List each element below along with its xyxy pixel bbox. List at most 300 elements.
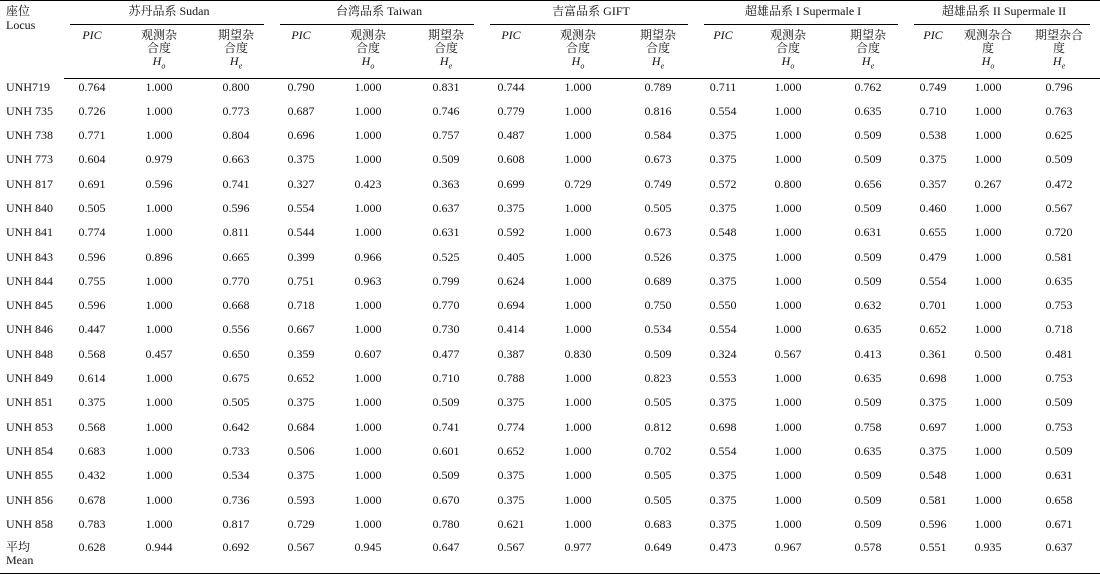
- value-cell: 0.771: [78, 128, 106, 143]
- table-row: [0, 419, 1100, 443]
- value-cell: 0.736: [222, 492, 250, 507]
- value-cell: 0.966: [354, 249, 382, 264]
- value-cell: 0.506: [287, 443, 315, 458]
- pic-header: [908, 26, 958, 79]
- value-cell: 0.505: [644, 492, 672, 507]
- value-cell: 0.505: [644, 395, 672, 410]
- value-cell: 0.363: [432, 176, 460, 191]
- value-cell: 0.567: [774, 346, 802, 361]
- value-cell: 0.668: [222, 298, 250, 313]
- value-cell: 1.000: [145, 322, 173, 337]
- table-row: [0, 200, 1100, 224]
- value-cell: 0.509: [854, 395, 882, 410]
- value-cell: 0.670: [432, 492, 460, 507]
- value-cell: 0.744: [497, 80, 525, 94]
- ho-label-line1: 观测杂: [350, 27, 387, 42]
- pic-label: PIC: [501, 27, 521, 42]
- ho-label-line2: 合度: [776, 40, 801, 55]
- value-cell: 1.000: [145, 200, 173, 215]
- value-cell: 1.000: [974, 516, 1002, 531]
- value-cell: 0.741: [222, 176, 250, 191]
- value-cell: 0.509: [854, 273, 882, 288]
- mean-value-cell: 0.649: [618, 540, 698, 573]
- value-cell: 1.000: [974, 419, 1002, 434]
- group-header-sudan: [64, 1, 274, 26]
- pic-label: PIC: [82, 27, 102, 42]
- locus-cell: UNH 840: [6, 200, 53, 215]
- ho-subscript: o: [161, 60, 166, 70]
- value-cell: 0.773: [222, 103, 250, 118]
- locus-cell: UNH 846: [6, 322, 53, 337]
- subheader-row: [0, 26, 1100, 79]
- value-cell: 0.375: [709, 492, 737, 507]
- value-cell: 0.596: [919, 516, 947, 531]
- mean-label-en: Mean: [6, 553, 34, 568]
- value-cell: 0.667: [287, 322, 315, 337]
- he-subscript: e: [1061, 60, 1066, 70]
- value-cell: 0.509: [854, 128, 882, 143]
- value-cell: 0.472: [1045, 176, 1073, 191]
- value-cell: 0.548: [919, 468, 947, 483]
- value-cell: 0.596: [222, 200, 250, 215]
- locus-cell: UNH 738: [6, 128, 53, 143]
- ho-subscript: o: [990, 60, 995, 70]
- value-cell: 0.804: [222, 128, 250, 143]
- value-cell: 0.779: [497, 103, 525, 118]
- group-header-supermale-2: [908, 1, 1100, 26]
- locus-cell: UNH 843: [6, 249, 53, 264]
- value-cell: 0.656: [854, 176, 882, 191]
- value-cell: 1.000: [564, 128, 592, 143]
- value-cell: 1.000: [354, 395, 382, 410]
- mean-value-cell: 0.977: [538, 540, 618, 573]
- ho-label-line2: 合度: [356, 40, 381, 55]
- value-cell: 1.000: [145, 225, 173, 240]
- mean-value-cell: 0.967: [748, 540, 828, 573]
- ho-header: [958, 26, 1018, 79]
- value-cell: 0.479: [919, 249, 947, 264]
- value-cell: 0.509: [854, 468, 882, 483]
- table-row: [0, 151, 1100, 175]
- value-cell: 1.000: [354, 443, 382, 458]
- value-cell: 0.505: [644, 200, 672, 215]
- value-cell: 1.000: [564, 516, 592, 531]
- ho-symbol: H: [152, 53, 162, 68]
- mean-value-cell: 0.935: [958, 540, 1018, 573]
- value-cell: 0.673: [644, 225, 672, 240]
- group-label: 超雄品系 I Supermale I: [744, 4, 862, 18]
- value-cell: 0.702: [644, 443, 672, 458]
- pic-header: [64, 26, 120, 79]
- locus-cell: UNH 851: [6, 395, 53, 410]
- value-cell: 1.000: [354, 80, 382, 94]
- value-cell: 0.477: [432, 346, 460, 361]
- value-cell: 0.267: [974, 176, 1002, 191]
- value-cell: 0.375: [709, 249, 737, 264]
- value-cell: 1.000: [564, 273, 592, 288]
- value-cell: 1.000: [354, 492, 382, 507]
- mean-value-cell: 0.567: [484, 540, 538, 573]
- mean-value-cell: 0.628: [64, 540, 120, 573]
- locus-cell: UNH 735: [6, 103, 53, 118]
- ho-subscript: o: [790, 60, 795, 70]
- pic-label: PIC: [291, 27, 311, 42]
- value-cell: 0.375: [287, 468, 315, 483]
- value-cell: 0.554: [709, 443, 737, 458]
- value-cell: 0.548: [709, 225, 737, 240]
- ho-header: [120, 26, 198, 79]
- value-cell: 0.581: [1045, 249, 1073, 264]
- value-cell: 0.812: [644, 419, 672, 434]
- group-header-taiwan: [274, 1, 484, 26]
- value-cell: 0.375: [919, 152, 947, 167]
- group-header-supermale-1: [698, 1, 908, 26]
- value-cell: 0.399: [287, 249, 315, 264]
- value-cell: 0.413: [854, 346, 882, 361]
- value-cell: 0.608: [497, 152, 525, 167]
- value-cell: 0.375: [709, 152, 737, 167]
- value-cell: 0.375: [709, 273, 737, 288]
- value-cell: 0.550: [709, 298, 737, 313]
- he-subscript: e: [870, 60, 875, 70]
- value-cell: 0.568: [78, 346, 106, 361]
- he-symbol: H: [651, 53, 661, 68]
- table-row: [0, 127, 1100, 151]
- value-cell: 0.689: [644, 273, 672, 288]
- value-cell: 0.509: [1045, 443, 1073, 458]
- value-cell: 0.632: [854, 298, 882, 313]
- ho-subscript: o: [580, 60, 585, 70]
- value-cell: 0.780: [432, 516, 460, 531]
- value-cell: 0.481: [1045, 346, 1073, 361]
- value-cell: 0.357: [919, 176, 947, 191]
- value-cell: 0.652: [497, 443, 525, 458]
- value-cell: 0.584: [644, 128, 672, 143]
- value-cell: 0.567: [1045, 200, 1073, 215]
- value-cell: 0.631: [1045, 468, 1073, 483]
- value-cell: 0.711: [709, 80, 737, 94]
- ho-symbol: H: [981, 53, 991, 68]
- value-cell: 0.817: [222, 516, 250, 531]
- value-cell: 0.720: [1045, 225, 1073, 240]
- value-cell: 1.000: [145, 443, 173, 458]
- value-cell: 1.000: [774, 492, 802, 507]
- he-label-line1: 期望杂合: [1035, 27, 1084, 42]
- value-cell: 0.790: [287, 80, 315, 94]
- table-row: [0, 492, 1100, 516]
- group-label: 苏丹品系 Sudan: [128, 4, 210, 18]
- value-cell: 0.678: [78, 492, 106, 507]
- locus-cell: UNH 853: [6, 419, 53, 434]
- value-cell: 0.460: [919, 200, 947, 215]
- value-cell: 0.375: [709, 200, 737, 215]
- value-cell: 0.789: [644, 80, 672, 94]
- value-cell: 0.770: [222, 273, 250, 288]
- value-cell: 0.621: [497, 516, 525, 531]
- value-cell: 0.592: [497, 225, 525, 240]
- value-cell: 1.000: [774, 249, 802, 264]
- table-row: [0, 321, 1100, 345]
- value-cell: 1.000: [145, 80, 173, 94]
- locus-cell: UNH 848: [6, 346, 53, 361]
- mean-value-cell: 0.692: [198, 540, 274, 573]
- value-cell: 0.375: [709, 516, 737, 531]
- he-label-line1: 期望杂: [640, 27, 677, 42]
- value-cell: 0.749: [644, 176, 672, 191]
- value-cell: 0.831: [432, 80, 460, 94]
- value-cell: 0.757: [432, 128, 460, 143]
- ho-label-line1: 观测杂: [140, 27, 177, 42]
- ho-label-line2: 合度: [146, 40, 171, 55]
- value-cell: 1.000: [564, 443, 592, 458]
- value-cell: 1.000: [974, 225, 1002, 240]
- he-symbol: H: [861, 53, 871, 68]
- he-label-line2: 合度: [646, 40, 671, 55]
- value-cell: 0.796: [1045, 80, 1073, 94]
- value-cell: 1.000: [145, 516, 173, 531]
- he-label-line2: 合度: [856, 40, 881, 55]
- value-cell: 1.000: [145, 298, 173, 313]
- value-cell: 0.718: [1045, 322, 1073, 337]
- value-cell: 0.387: [497, 346, 525, 361]
- value-cell: 1.000: [974, 298, 1002, 313]
- ho-label-line1: 观测杂: [770, 27, 807, 42]
- value-cell: 1.000: [354, 200, 382, 215]
- table-row: [0, 394, 1100, 418]
- value-cell: 1.000: [974, 249, 1002, 264]
- value-cell: 1.000: [354, 468, 382, 483]
- value-cell: 1.000: [774, 103, 802, 118]
- value-cell: 1.000: [774, 273, 802, 288]
- value-cell: 1.000: [974, 322, 1002, 337]
- value-cell: 0.710: [432, 371, 460, 386]
- value-cell: 1.000: [774, 395, 802, 410]
- table-row: [0, 297, 1100, 321]
- pic-label: PIC: [713, 27, 733, 42]
- value-cell: 0.758: [854, 419, 882, 434]
- value-cell: 0.698: [919, 371, 947, 386]
- value-cell: 0.637: [432, 200, 460, 215]
- value-cell: 0.696: [287, 128, 315, 143]
- locus-cell: UNH 856: [6, 492, 53, 507]
- mean-value-cell: 0.473: [698, 540, 748, 573]
- value-cell: 0.658: [1045, 492, 1073, 507]
- value-cell: 0.763: [1045, 103, 1073, 118]
- pic-label: PIC: [923, 27, 943, 42]
- value-cell: 0.635: [854, 443, 882, 458]
- value-cell: 0.556: [222, 322, 250, 337]
- he-header: [618, 26, 698, 79]
- value-cell: 0.652: [919, 322, 947, 337]
- table-row: [0, 467, 1100, 491]
- group-label: 台湾品系 Taiwan: [335, 4, 423, 18]
- value-cell: 1.000: [145, 419, 173, 434]
- value-cell: 0.375: [709, 395, 737, 410]
- value-cell: 1.000: [974, 128, 1002, 143]
- value-cell: 0.963: [354, 273, 382, 288]
- value-cell: 0.505: [222, 395, 250, 410]
- value-cell: 0.830: [564, 346, 592, 361]
- value-cell: 0.593: [287, 492, 315, 507]
- value-cell: 1.000: [354, 298, 382, 313]
- value-cell: 1.000: [774, 80, 802, 94]
- table-row: [0, 224, 1100, 248]
- value-cell: 1.000: [564, 249, 592, 264]
- he-label-line2: 合度: [224, 40, 249, 55]
- value-cell: 0.375: [287, 152, 315, 167]
- locus-cell: UNH 773: [6, 152, 53, 167]
- he-header: [828, 26, 908, 79]
- mean-value-cell: 0.567: [274, 540, 328, 573]
- locus-header: [0, 1, 64, 79]
- value-cell: 0.783: [78, 516, 106, 531]
- table-row: [0, 346, 1100, 370]
- value-cell: 0.487: [497, 128, 525, 143]
- he-header: [1018, 26, 1100, 79]
- value-cell: 0.631: [432, 225, 460, 240]
- value-cell: 0.697: [919, 419, 947, 434]
- value-cell: 1.000: [974, 273, 1002, 288]
- he-subscript: e: [660, 60, 665, 70]
- value-cell: 0.596: [145, 176, 173, 191]
- locus-cell: UNH 844: [6, 273, 53, 288]
- value-cell: 1.000: [564, 395, 592, 410]
- value-cell: 0.774: [497, 419, 525, 434]
- value-cell: 1.000: [974, 80, 1002, 94]
- value-cell: 0.607: [354, 346, 382, 361]
- value-cell: 0.741: [432, 419, 460, 434]
- value-cell: 0.405: [497, 249, 525, 264]
- table-row: [0, 176, 1100, 200]
- ho-subscript: o: [370, 60, 375, 70]
- value-cell: 0.544: [287, 225, 315, 240]
- mean-value-cell: 0.944: [120, 540, 198, 573]
- value-cell: 0.698: [709, 419, 737, 434]
- value-cell: 0.554: [287, 200, 315, 215]
- group-header-gift: [484, 1, 698, 26]
- value-cell: 0.635: [854, 103, 882, 118]
- value-cell: 1.000: [564, 80, 592, 94]
- value-cell: 0.635: [854, 371, 882, 386]
- value-cell: 0.684: [287, 419, 315, 434]
- value-cell: 0.534: [222, 468, 250, 483]
- value-cell: 1.000: [974, 468, 1002, 483]
- value-cell: 0.755: [78, 273, 106, 288]
- value-cell: 0.762: [854, 80, 882, 94]
- table-row: [0, 79, 1100, 103]
- value-cell: 0.509: [644, 346, 672, 361]
- value-cell: 1.000: [354, 225, 382, 240]
- value-cell: 0.554: [919, 273, 947, 288]
- value-cell: 0.614: [78, 371, 106, 386]
- ho-label-line1: 观测杂: [560, 27, 597, 42]
- value-cell: 1.000: [564, 200, 592, 215]
- ho-header: [328, 26, 408, 79]
- locus-cell: UNH719: [6, 79, 50, 94]
- value-cell: 0.581: [919, 492, 947, 507]
- value-cell: 0.750: [644, 298, 672, 313]
- value-cell: 0.509: [432, 468, 460, 483]
- value-cell: 0.554: [709, 322, 737, 337]
- value-cell: 0.675: [222, 371, 250, 386]
- value-cell: 0.432: [78, 468, 106, 483]
- table-row: [0, 103, 1100, 127]
- value-cell: 1.000: [564, 371, 592, 386]
- value-cell: 0.375: [709, 468, 737, 483]
- value-cell: 0.753: [1045, 371, 1073, 386]
- value-cell: 1.000: [974, 492, 1002, 507]
- value-cell: 1.000: [974, 395, 1002, 410]
- value-cell: 0.631: [854, 225, 882, 240]
- value-cell: 0.534: [644, 322, 672, 337]
- group-label: 超雄品系 II Supermale II: [941, 4, 1067, 18]
- value-cell: 0.729: [564, 176, 592, 191]
- he-subscript: e: [238, 60, 243, 70]
- value-cell: 0.770: [432, 298, 460, 313]
- value-cell: 1.000: [774, 128, 802, 143]
- value-cell: 0.746: [432, 103, 460, 118]
- value-cell: 0.500: [974, 346, 1002, 361]
- value-cell: 0.665: [222, 249, 250, 264]
- value-cell: 0.361: [919, 346, 947, 361]
- locus-cell: UNH 858: [6, 516, 53, 531]
- value-cell: 1.000: [774, 225, 802, 240]
- value-cell: 0.375: [497, 200, 525, 215]
- he-symbol: H: [229, 53, 239, 68]
- he-symbol: H: [439, 53, 449, 68]
- mean-value-cell: 0.647: [408, 540, 484, 573]
- value-cell: 0.811: [222, 225, 250, 240]
- value-cell: 1.000: [974, 152, 1002, 167]
- value-cell: 0.525: [432, 249, 460, 264]
- he-label-line2: 度: [1053, 40, 1066, 55]
- value-cell: 0.671: [1045, 516, 1073, 531]
- locus-cell: UNH 841: [6, 225, 53, 240]
- he-label-line2: 合度: [434, 40, 459, 55]
- value-cell: 0.800: [222, 80, 250, 94]
- value-cell: 1.000: [354, 322, 382, 337]
- value-cell: 1.000: [974, 443, 1002, 458]
- value-cell: 1.000: [354, 516, 382, 531]
- ho-header: [748, 26, 828, 79]
- ho-symbol: H: [571, 53, 581, 68]
- mean-row: [0, 540, 1100, 573]
- value-cell: 0.375: [919, 443, 947, 458]
- he-header: [198, 26, 274, 79]
- value-cell: 0.699: [497, 176, 525, 191]
- ho-symbol: H: [781, 53, 791, 68]
- value-cell: 0.729: [287, 516, 315, 531]
- table-row: [0, 443, 1100, 467]
- ho-label-line1: 观测杂合: [964, 27, 1013, 42]
- value-cell: 0.673: [644, 152, 672, 167]
- value-cell: 0.414: [497, 322, 525, 337]
- table-row: [0, 516, 1100, 540]
- value-cell: 0.327: [287, 176, 315, 191]
- he-label-line1: 期望杂: [218, 27, 255, 42]
- value-cell: 0.509: [1045, 395, 1073, 410]
- value-cell: 0.375: [287, 395, 315, 410]
- value-cell: 0.509: [1045, 152, 1073, 167]
- value-cell: 1.000: [145, 468, 173, 483]
- value-cell: 1.000: [774, 516, 802, 531]
- mean-value-cell: 0.945: [328, 540, 408, 573]
- value-cell: 1.000: [774, 322, 802, 337]
- value-cell: 1.000: [145, 371, 173, 386]
- value-cell: 0.642: [222, 419, 250, 434]
- value-cell: 1.000: [564, 298, 592, 313]
- locus-cell: UNH 817: [6, 176, 53, 191]
